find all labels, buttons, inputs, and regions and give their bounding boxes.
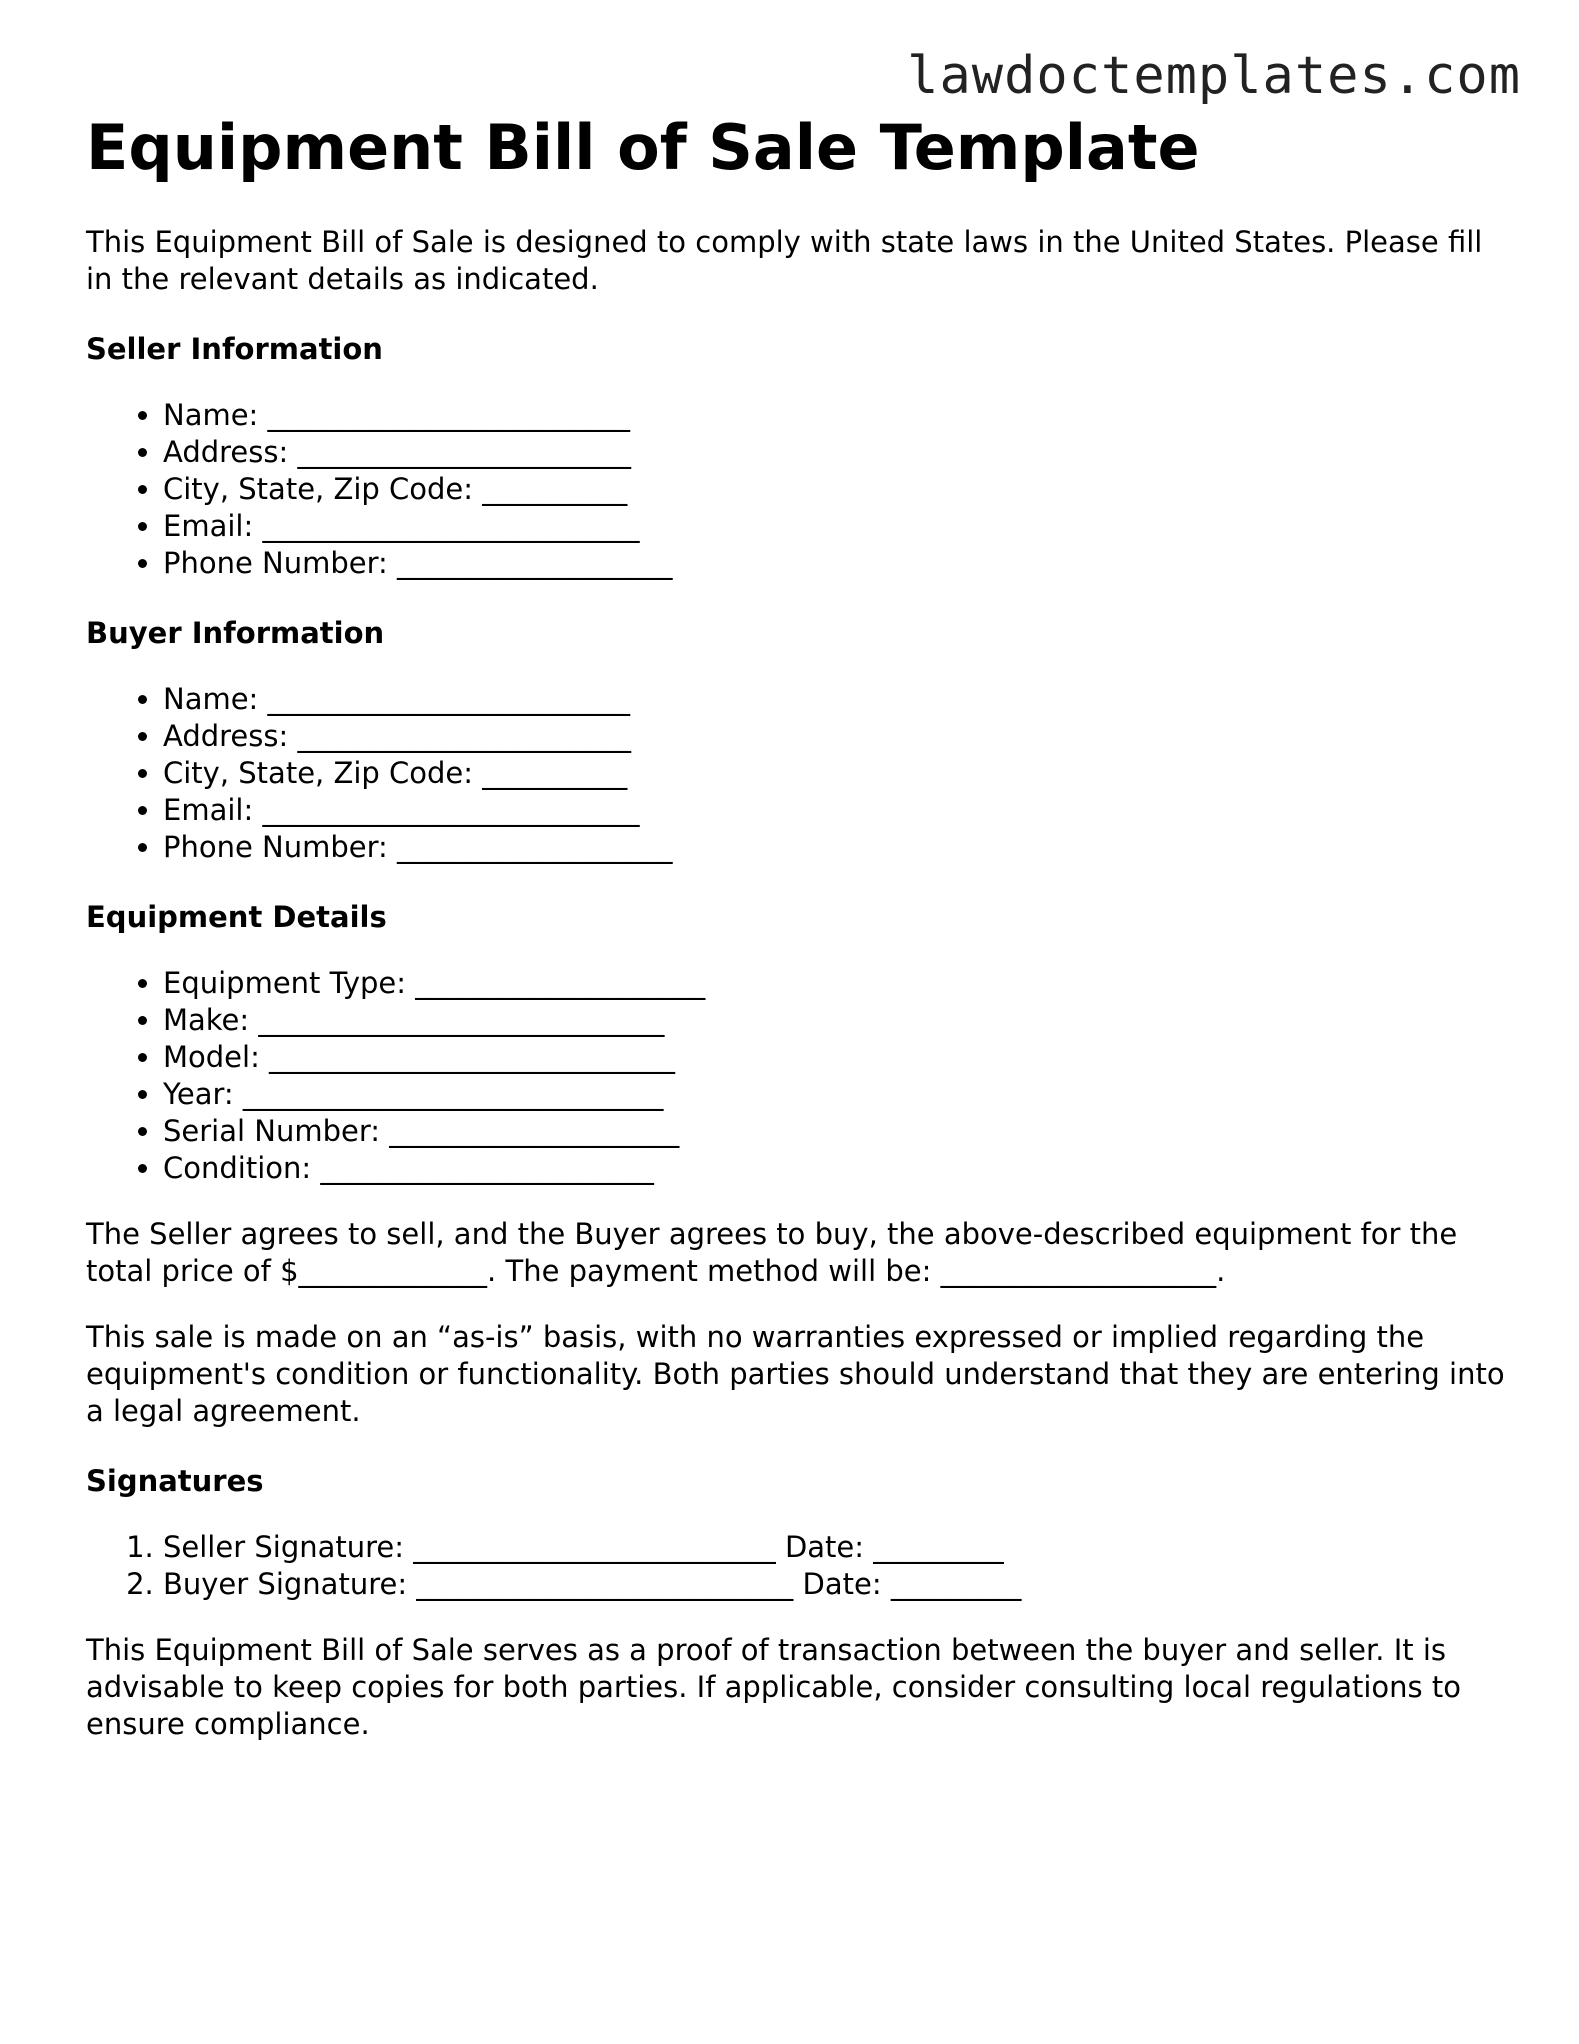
buyer-address-field: • Address: _______________________	[163, 718, 1516, 755]
seller-city-field: • City, State, Zip Code: __________	[163, 471, 1516, 508]
price-paragraph: The Seller agrees to sell, and the Buyer agrees to buy, the above-described equipment for the total price of $_____________. The payment method will be: ___________________.	[86, 1217, 1458, 1288]
closing-paragraph: This Equipment Bill of Sale serves as a proof of transaction between the buyer and seller. It is advisable to keep copies for both parties. If applicable, consider consulting local regulations to ensure compliance.	[86, 1633, 1461, 1741]
document-page	[86, 110, 1516, 1743]
intro-paragraph: This Equipment Bill of Sale is designed to comply with state laws in the United States. Please fill in the relevant details as indicated.	[86, 225, 1483, 296]
equipment-serial-field: • Serial Number: ____________________	[163, 1113, 1516, 1150]
seller-list	[86, 397, 1516, 582]
equipment-model-field: • Model: ____________________________	[163, 1039, 1516, 1076]
seller-name-field: • Name: _________________________	[163, 397, 1516, 434]
buyer-signature-line: 2. Buyer Signature: __________________________ Date: _________	[163, 1566, 1516, 1603]
equipment-list	[86, 965, 1516, 1187]
equipment-type-field: • Equipment Type: ____________________	[163, 965, 1516, 1002]
site-watermark: lawdoctemplates.com	[907, 46, 1521, 106]
buyer-name-field: • Name: _________________________	[163, 681, 1516, 718]
buyer-email-field: • Email: __________________________	[163, 792, 1516, 829]
seller-phone-field: • Phone Number: ___________________	[163, 545, 1516, 582]
document-title: Equipment Bill of Sale Template	[86, 111, 1200, 184]
signatures-heading: Signatures	[86, 1464, 264, 1498]
seller-signature-line: 1. Seller Signature: _________________________ Date: _________	[163, 1529, 1516, 1566]
buyer-list	[86, 681, 1516, 866]
seller-email-field: • Email: __________________________	[163, 508, 1516, 545]
seller-heading: Seller Information	[86, 332, 383, 366]
signatures-list	[86, 1529, 1516, 1603]
equipment-year-field: • Year: _____________________________	[163, 1076, 1516, 1113]
seller-address-field: • Address: _______________________	[163, 434, 1516, 471]
equipment-heading: Equipment Details	[86, 900, 387, 934]
equipment-make-field: • Make: ____________________________	[163, 1002, 1516, 1039]
buyer-phone-field: • Phone Number: ___________________	[163, 829, 1516, 866]
equipment-condition-field: • Condition: _______________________	[163, 1150, 1516, 1187]
buyer-city-field: • City, State, Zip Code: __________	[163, 755, 1516, 792]
buyer-heading: Buyer Information	[86, 616, 385, 650]
as-is-paragraph: This sale is made on an “as-is” basis, with no warranties expressed or implied regarding the equipment's condition or functionality. Both parties should understand that they are entering into a legal agreement.	[86, 1320, 1505, 1428]
